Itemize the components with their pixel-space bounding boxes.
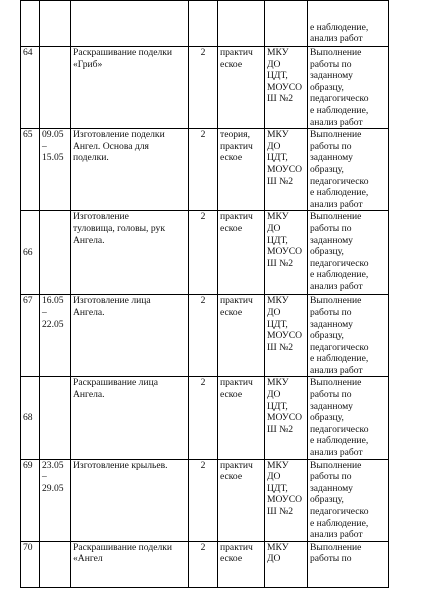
cell-control bbox=[308, 211, 389, 295]
cell-topic bbox=[71, 541, 189, 587]
control-line: образцу, bbox=[310, 412, 344, 424]
cell-num: 67 bbox=[21, 295, 40, 377]
control-line: образцу, bbox=[310, 494, 344, 506]
schedule-table bbox=[20, 0, 389, 588]
form-line: еское bbox=[220, 471, 243, 483]
cell-form bbox=[218, 295, 265, 377]
control-line: заданному bbox=[310, 152, 353, 164]
control-line: Выполнение bbox=[310, 541, 362, 553]
form-line: практич bbox=[220, 295, 253, 307]
topic-line: Ангела. bbox=[73, 389, 105, 401]
cell-place bbox=[265, 459, 308, 541]
cell-control bbox=[308, 129, 389, 211]
cell-date bbox=[40, 1, 71, 47]
topic-line: Ангела. bbox=[73, 306, 105, 318]
cell-hours: 2 bbox=[189, 295, 218, 377]
control-line: е наблюдение, bbox=[310, 435, 369, 447]
place-line: МКУ bbox=[267, 129, 289, 141]
place-line: МОУСО bbox=[267, 330, 303, 342]
cell-form bbox=[218, 541, 265, 587]
date-line: – bbox=[42, 140, 47, 152]
cell-topic bbox=[71, 1, 189, 47]
date-line: 16.05 bbox=[42, 295, 64, 307]
cell-topic bbox=[71, 295, 189, 377]
table-row bbox=[21, 377, 389, 459]
form-line: еское bbox=[220, 306, 243, 318]
form-line: практич bbox=[220, 459, 253, 471]
control-line: педагогическо bbox=[310, 341, 369, 353]
place-line: Ш №2 bbox=[267, 423, 294, 435]
place-line: МОУСО bbox=[267, 163, 303, 175]
cell-date bbox=[40, 459, 71, 541]
cell-num: 70 bbox=[21, 541, 40, 587]
cell-form bbox=[218, 1, 265, 47]
cell-place bbox=[265, 47, 308, 129]
control-line: анализ работ bbox=[310, 116, 363, 128]
date-line: 29.05 bbox=[42, 482, 64, 494]
control-line: Выполнение bbox=[310, 377, 362, 389]
control-line: педагогическо bbox=[310, 257, 369, 269]
cell-place bbox=[265, 295, 308, 377]
control-line: работы по bbox=[310, 306, 352, 318]
control-line: Выполнение bbox=[310, 47, 362, 58]
control-line: е наблюдение, bbox=[310, 21, 369, 33]
place-line: МКУ bbox=[267, 459, 289, 471]
topic-line: Ангел. Основа для bbox=[73, 140, 149, 152]
cell-date bbox=[40, 129, 71, 211]
form-line: практич bbox=[220, 211, 253, 223]
cell-topic bbox=[71, 129, 189, 211]
place-line: ЦДТ, bbox=[267, 482, 288, 494]
topic-line: Раскрашивание поделки bbox=[73, 541, 173, 553]
cell-hours bbox=[189, 1, 218, 47]
topic-line: туловища, головы, рук bbox=[73, 222, 165, 234]
place-line: МКУ bbox=[267, 47, 289, 58]
control-line: е наблюдение, bbox=[310, 353, 369, 365]
control-line: образцу, bbox=[310, 163, 344, 175]
cell-form bbox=[218, 377, 265, 459]
place-line: ДО bbox=[267, 306, 281, 318]
place-line: ДО bbox=[267, 140, 281, 152]
form-line: еское bbox=[220, 152, 243, 164]
cell-control bbox=[308, 541, 389, 587]
control-line: образцу, bbox=[310, 81, 344, 93]
cell-control bbox=[308, 47, 389, 129]
cell-place bbox=[265, 211, 308, 295]
cell-hours: 2 bbox=[189, 459, 218, 541]
cell-topic bbox=[71, 459, 189, 541]
date-line: – bbox=[42, 306, 47, 318]
control-line: анализ работ bbox=[310, 33, 363, 45]
date-line: 09.05 bbox=[42, 129, 64, 141]
cell-num: 65 bbox=[21, 129, 40, 211]
place-line: МКУ bbox=[267, 295, 289, 307]
cell-topic bbox=[71, 47, 189, 129]
schedule-body bbox=[21, 1, 389, 588]
control-line: работы по bbox=[310, 58, 352, 70]
form-line: теория, bbox=[220, 129, 250, 141]
place-line: ДО bbox=[267, 553, 281, 565]
control-line: Выполнение bbox=[310, 295, 362, 307]
cell-place bbox=[265, 129, 308, 211]
control-line: педагогическо bbox=[310, 93, 369, 105]
cell-date bbox=[40, 377, 71, 459]
place-line: МКУ bbox=[267, 377, 289, 389]
date-line: – bbox=[42, 471, 47, 483]
cell-date bbox=[40, 295, 71, 377]
control-line: анализ работ bbox=[310, 529, 363, 541]
control-line: образцу, bbox=[310, 246, 344, 258]
date-line: 22.05 bbox=[42, 318, 64, 330]
cell-topic bbox=[71, 377, 189, 459]
table-row bbox=[21, 129, 389, 211]
place-line: ДО bbox=[267, 222, 281, 234]
topic-line: Ангела. bbox=[73, 234, 105, 246]
form-line: еское bbox=[220, 553, 243, 565]
control-line: Выполнение bbox=[310, 211, 362, 223]
place-line: МОУСО bbox=[267, 412, 303, 424]
form-line: практич bbox=[220, 377, 253, 389]
cell-form bbox=[218, 459, 265, 541]
form-line: практич bbox=[220, 541, 253, 553]
place-line: ДО bbox=[267, 389, 281, 401]
place-line: Ш №2 bbox=[267, 341, 294, 353]
cell-control bbox=[308, 377, 389, 459]
cell-form bbox=[218, 129, 265, 211]
cell-hours: 2 bbox=[189, 211, 218, 295]
control-line: педагогическо bbox=[310, 506, 369, 517]
control-line: педагогическо bbox=[310, 175, 369, 187]
control-line: заданному bbox=[310, 318, 353, 330]
date-line: 23.05 bbox=[42, 459, 64, 471]
cell-num: 66 bbox=[21, 211, 40, 295]
cell-control bbox=[308, 1, 389, 47]
control-line: работы по bbox=[310, 389, 352, 401]
control-line: работы по bbox=[310, 553, 352, 565]
form-line: еское bbox=[220, 222, 243, 234]
cell-form bbox=[218, 47, 265, 129]
cell-hours: 2 bbox=[189, 47, 218, 129]
cell-date bbox=[40, 541, 71, 587]
place-line: ЦДТ, bbox=[267, 152, 288, 164]
control-line: образцу, bbox=[310, 330, 344, 342]
control-line: е наблюдение, bbox=[310, 269, 369, 281]
place-line: ЦДТ, bbox=[267, 70, 288, 82]
topic-line: Раскрашивание лица bbox=[73, 377, 158, 389]
place-line: Ш №2 bbox=[267, 257, 294, 269]
topic-line: Изготовление крыльев. bbox=[73, 459, 168, 471]
place-line: МКУ bbox=[267, 541, 289, 553]
control-line: анализ работ bbox=[310, 280, 363, 292]
date-line: 15.05 bbox=[42, 152, 64, 164]
control-line: работы по bbox=[310, 140, 352, 152]
cell-num: 64 bbox=[21, 47, 40, 129]
cell-form bbox=[218, 211, 265, 295]
topic-line: Изготовление лица bbox=[73, 295, 151, 307]
table-row bbox=[21, 211, 389, 295]
table-row bbox=[21, 541, 389, 587]
control-line: Выполнение bbox=[310, 459, 362, 471]
cell-control bbox=[308, 459, 389, 541]
cell-hours: 2 bbox=[189, 377, 218, 459]
cell-num: 68 bbox=[21, 377, 40, 459]
topic-line: поделки. bbox=[73, 152, 109, 164]
topic-line: Раскрашивание поделки bbox=[73, 47, 173, 58]
control-line: е наблюдение, bbox=[310, 104, 369, 116]
form-line: практич bbox=[220, 47, 253, 58]
place-line: МОУСО bbox=[267, 246, 303, 258]
table-row-fragment bbox=[21, 1, 389, 47]
place-line: Ш №2 bbox=[267, 93, 294, 105]
place-line: ДО bbox=[267, 471, 281, 483]
cell-control bbox=[308, 295, 389, 377]
cell-num: 69 bbox=[21, 459, 40, 541]
cell-hours: 2 bbox=[189, 541, 218, 587]
cell-hours: 2 bbox=[189, 129, 218, 211]
control-line: педагогическо bbox=[310, 423, 369, 435]
control-line: заданному bbox=[310, 234, 353, 246]
cell-date bbox=[40, 47, 71, 129]
cell-place bbox=[265, 541, 308, 587]
control-line: е наблюдение, bbox=[310, 187, 369, 199]
place-line: Ш №2 bbox=[267, 175, 294, 187]
control-line: Выполнение bbox=[310, 129, 362, 141]
topic-line: «Гриб» bbox=[73, 58, 103, 70]
topic-line: Изготовление bbox=[73, 211, 129, 223]
table-row bbox=[21, 47, 389, 129]
form-line: практич bbox=[220, 140, 253, 152]
control-line: е наблюдение, bbox=[310, 517, 369, 529]
place-line: ЦДТ, bbox=[267, 400, 288, 412]
control-line: анализ работ bbox=[310, 364, 363, 376]
control-line: заданному bbox=[310, 482, 353, 494]
form-line: еское bbox=[220, 58, 243, 70]
place-line: ЦДТ, bbox=[267, 318, 288, 330]
form-line: еское bbox=[220, 389, 243, 401]
topic-line: «Ангел bbox=[73, 553, 103, 565]
table-row bbox=[21, 459, 389, 541]
cell-date bbox=[40, 211, 71, 295]
table-row bbox=[21, 295, 389, 377]
place-line: ЦДТ, bbox=[267, 234, 288, 246]
control-line: заданному bbox=[310, 400, 353, 412]
control-line: работы по bbox=[310, 222, 352, 234]
cell-topic bbox=[71, 211, 189, 295]
place-line: ДО bbox=[267, 58, 281, 70]
topic-line: Изготовление поделки bbox=[73, 129, 165, 141]
place-line: МКУ bbox=[267, 211, 289, 223]
control-line: анализ работ bbox=[310, 198, 363, 210]
cell-place bbox=[265, 377, 308, 459]
place-line: Ш №2 bbox=[267, 506, 294, 517]
control-line: заданному bbox=[310, 70, 353, 82]
control-line: анализ работ bbox=[310, 447, 363, 459]
cell-place bbox=[265, 1, 308, 47]
place-line: МОУСО bbox=[267, 81, 303, 93]
place-line: МОУСО bbox=[267, 494, 303, 506]
cell-num bbox=[21, 1, 40, 47]
control-line: работы по bbox=[310, 471, 352, 483]
